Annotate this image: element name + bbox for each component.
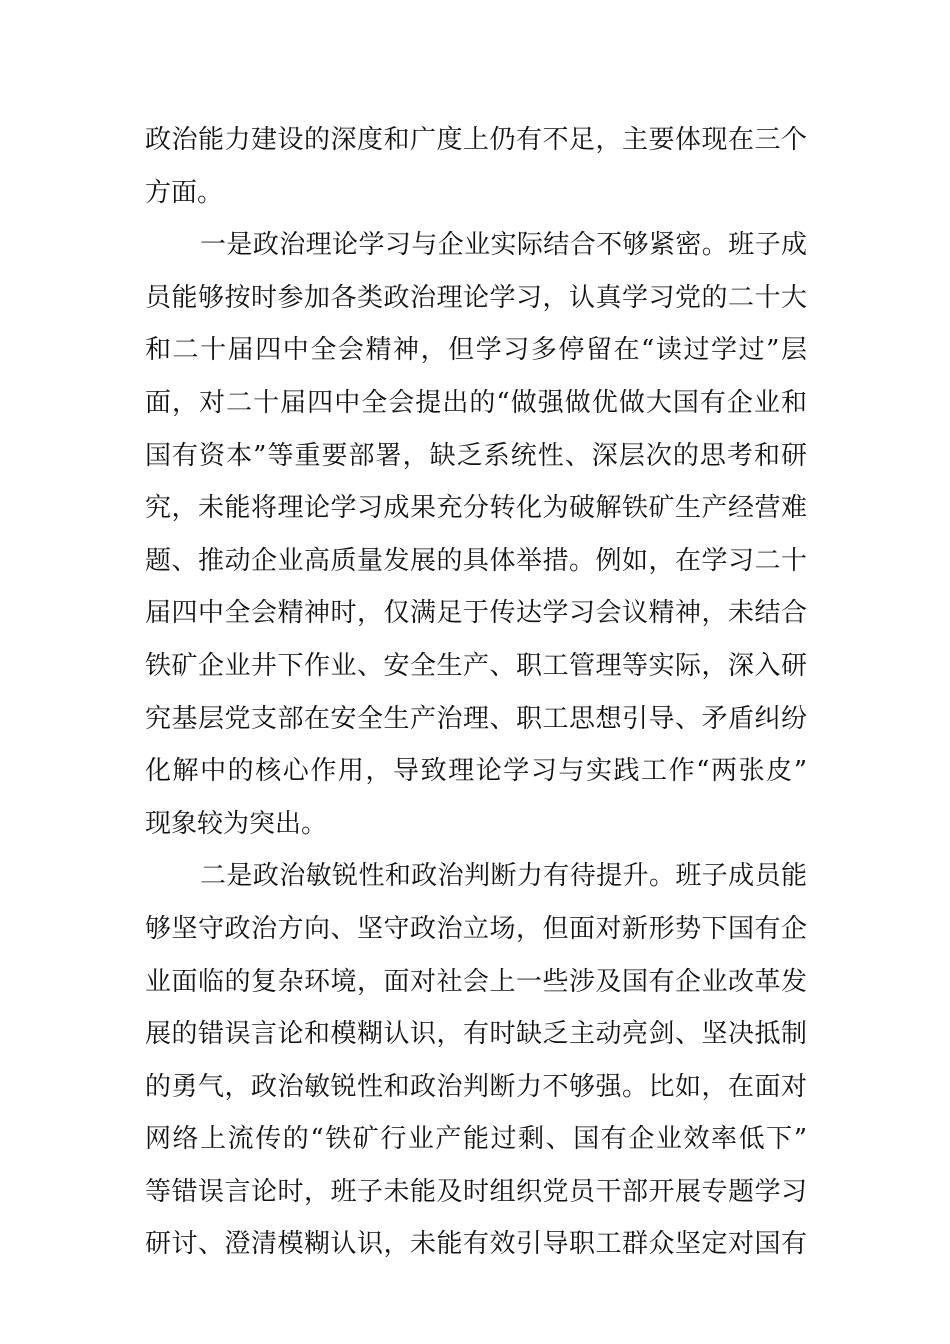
text-line: 究，未能将理论学习成果充分转化为破解铁矿生产经营难 [145,493,807,524]
text-line: 展的错误言论和模糊认识，有时缺乏主动亮剑、坚决抵制 [145,1019,807,1050]
paragraph [145,850,807,1271]
text-line: 二是政治敏锐性和政治判断力有待提升。班子成员能 [200,861,807,892]
text-line: 面，对二十届四中全会提出的“做强做优做大国有企业和 [145,387,807,418]
paragraph [145,219,807,850]
text-line: 一是政治理论学习与企业实际结合不够紧密。班子成 [200,230,807,261]
paragraph [145,114,807,219]
text-line: 等错误言论时，班子未能及时组织党员干部开展专题学习 [145,1176,807,1207]
text-line: 员能够按时参加各类政治理论学习，认真学习党的二十大 [145,282,807,313]
document-page [145,114,807,1271]
text-line: 和二十届四中全会精神，但学习多停留在“读过学过”层 [145,335,807,366]
text-line: 化解中的核心作用，导致理论学习与实践工作“两张皮” [145,756,807,787]
text-line: 究基层党支部在安全生产治理、职工思想引导、矛盾纠纷 [145,703,807,734]
text-line: 业面临的复杂环境，面对社会上一些涉及国有企业改革发 [145,966,807,997]
text-line: 研讨、澄清模糊认识，未能有效引导职工群众坚定对国有 [145,1229,807,1260]
text-line: 方面。 [145,177,224,208]
text-line: 题、推动企业高质量发展的具体举措。例如，在学习二十 [145,545,807,576]
text-line: 政治能力建设的深度和广度上仍有不足，主要体现在三个 [145,125,807,155]
text-line: 现象较为突出。 [145,808,328,839]
text-line: 网络上流传的“铁矿行业产能过剩、国有企业效率低下” [145,1124,807,1155]
text-line: 的勇气，政治敏锐性和政治判断力不够强。比如，在面对 [145,1071,807,1102]
text-line: 铁矿企业井下作业、安全生产、职工管理等实际，深入研 [145,650,807,681]
text-line: 届四中全会精神时，仅满足于传达学习会议精神，未结合 [145,598,807,629]
text-line: 国有资本”等重要部署，缺乏系统性、深层次的思考和研 [145,440,807,471]
text-line: 够坚守政治方向、坚守政治立场，但面对新形势下国有企 [145,913,807,944]
